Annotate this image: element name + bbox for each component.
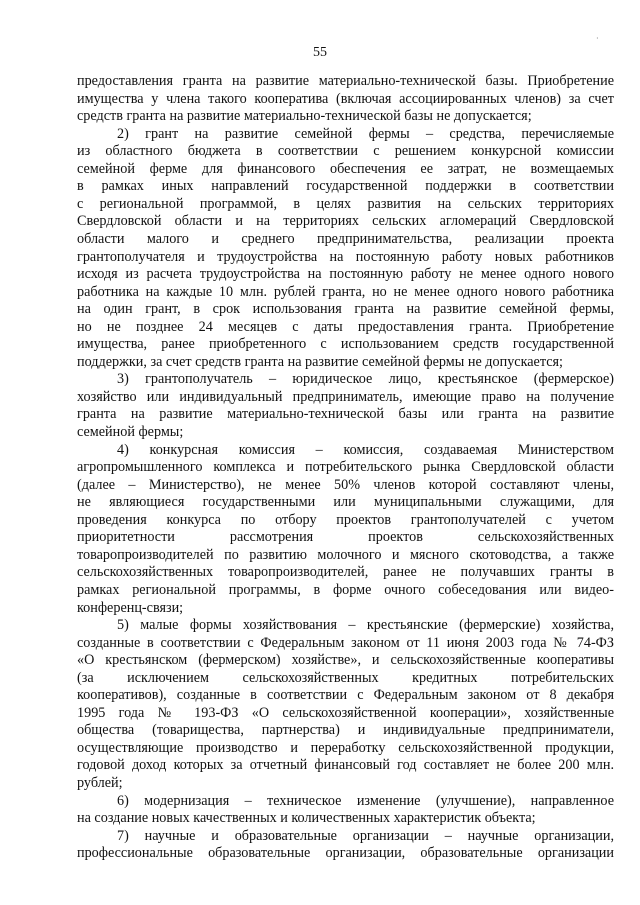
text-line: товаропроизводителей по развитию молочного и мясного скотоводства, а также [77, 546, 614, 563]
text-line: на создание новых качественных и количественных характеристик объекта; [77, 810, 536, 827]
text-line: 6) модернизация – техническое изменение (улучшение), направленное [117, 792, 614, 809]
text-line: 4) конкурсная комиссия – комиссия, создаваемая Министерством [117, 441, 614, 458]
text-line: (за исключением сельскохозяйственных кредитных потребительских [77, 669, 614, 686]
text-line: сельскохозяйственных товаропроизводителей, ранее не получавших гранты в [77, 564, 614, 581]
text-line: 1995 года № 193-ФЗ «О сельскохозяйственной кооперации», хозяйственные [77, 704, 614, 721]
text-line: профессиональные образовательные организации, образовательные организации [77, 845, 614, 862]
text-line: рамках региональной программы, в форме очного собеседования или видео- [77, 581, 614, 598]
text-line: конференц-связи; [77, 599, 184, 616]
text-line: предоставления гранта на развитие материально-технической базы. Приобретение [77, 73, 614, 89]
text-line: гранта на развитие материально-технической базы или гранта на развитие [77, 406, 614, 423]
text-line: 5) малые формы хозяйствования – крестьянские (фермерские) хозяйства, [117, 617, 614, 634]
text-line: области малого и среднего предпринимательства, реализации проекта [77, 230, 614, 247]
text-line: имущества, ранее приобретенного с использованием средств государственной [77, 336, 614, 353]
text-line: но не позднее 24 месяцев с даты предоставления гранта. Приобретение [77, 318, 614, 335]
text-line: из областного бюджета в соответствии с решением конкурсной комиссии [77, 143, 614, 160]
text-line: рублей; [77, 775, 123, 791]
text-line: «О крестьянском (фермерском) хозяйстве», и сельскохозяйственные кооперативы [77, 652, 614, 669]
text-line: поддержки, за счет средств гранта на развитие семейной фермы не допускается; [77, 353, 563, 370]
text-line: 2) грант на развитие семейной фермы – средства, перечисляемые [117, 125, 614, 142]
text-line: осуществляющие производство и переработку сельскохозяйственной продукции, [77, 739, 614, 756]
text-line: (далее – Министерство), не менее 50% членов которой составляют члены, [77, 476, 614, 493]
text-line: проведения конкурса по отбору проектов грантополучателей с учетом [77, 511, 614, 528]
text-line: в рамках иных направлений государственной поддержки в соответствии [77, 178, 614, 195]
text-line: семейной фермы; [77, 424, 184, 440]
text-line: имущества у члена такого кооператива (включая ассоциированных членов) за счет [77, 90, 614, 107]
text-line: хозяйство или индивидуальный предприниматель, имеющие право на получение [77, 388, 614, 405]
scan-mark: · [596, 34, 599, 43]
text-line: годовой доход которых за отчетный финансовый год составляет не более 200 млн. [77, 757, 614, 774]
text-line: на один грант, в срок использования гранта на развитие семейной фермы, [77, 301, 614, 318]
page-number: 55 [313, 45, 327, 60]
text-line: средств гранта на развитие материально-технической базы не допускается; [77, 108, 532, 125]
text-line: 7) научные и образовательные организации – научные организации, [117, 827, 614, 844]
text-line: приоритетности рассмотрения проектов сельскохозяйственных [77, 529, 614, 546]
text-line: 3) грантополучатель – юридическое лицо, крестьянское (фермерское) [117, 371, 614, 388]
text-line: исходя из расчета трудоустройства на постоянную работу не менее одного нового [77, 266, 614, 283]
text-line: с региональной программой, в целях развития на сельских территориях [77, 195, 614, 212]
text-line: семейной ферме для финансового обеспечения ее затрат, не возмещаемых [77, 160, 614, 177]
text-line: Свердловской области и на территориях сельских агломераций Свердловской [77, 213, 614, 230]
text-line: грантополучателя и трудоустройства на постоянную работу новых работников [77, 248, 614, 265]
text-line: кооперативов), созданные в соответствии с Федеральным законом от 8 декабря [77, 687, 614, 704]
text-line: не являющиеся государственными или муниципальными служащими, для [77, 494, 614, 511]
text-line: общества (товарищества, партнерства) и индивидуальные предприниматели, [77, 722, 614, 739]
text-line: агропромышленного комплекса и потребительского рынка Свердловской области [77, 459, 614, 476]
text-line: созданные в соответствии с Федеральным законом от 11 июня 2003 года № 74-ФЗ [77, 634, 614, 651]
text-line: работника на каждые 10 млн. рублей гранта, но не менее одного нового работника [77, 283, 614, 300]
